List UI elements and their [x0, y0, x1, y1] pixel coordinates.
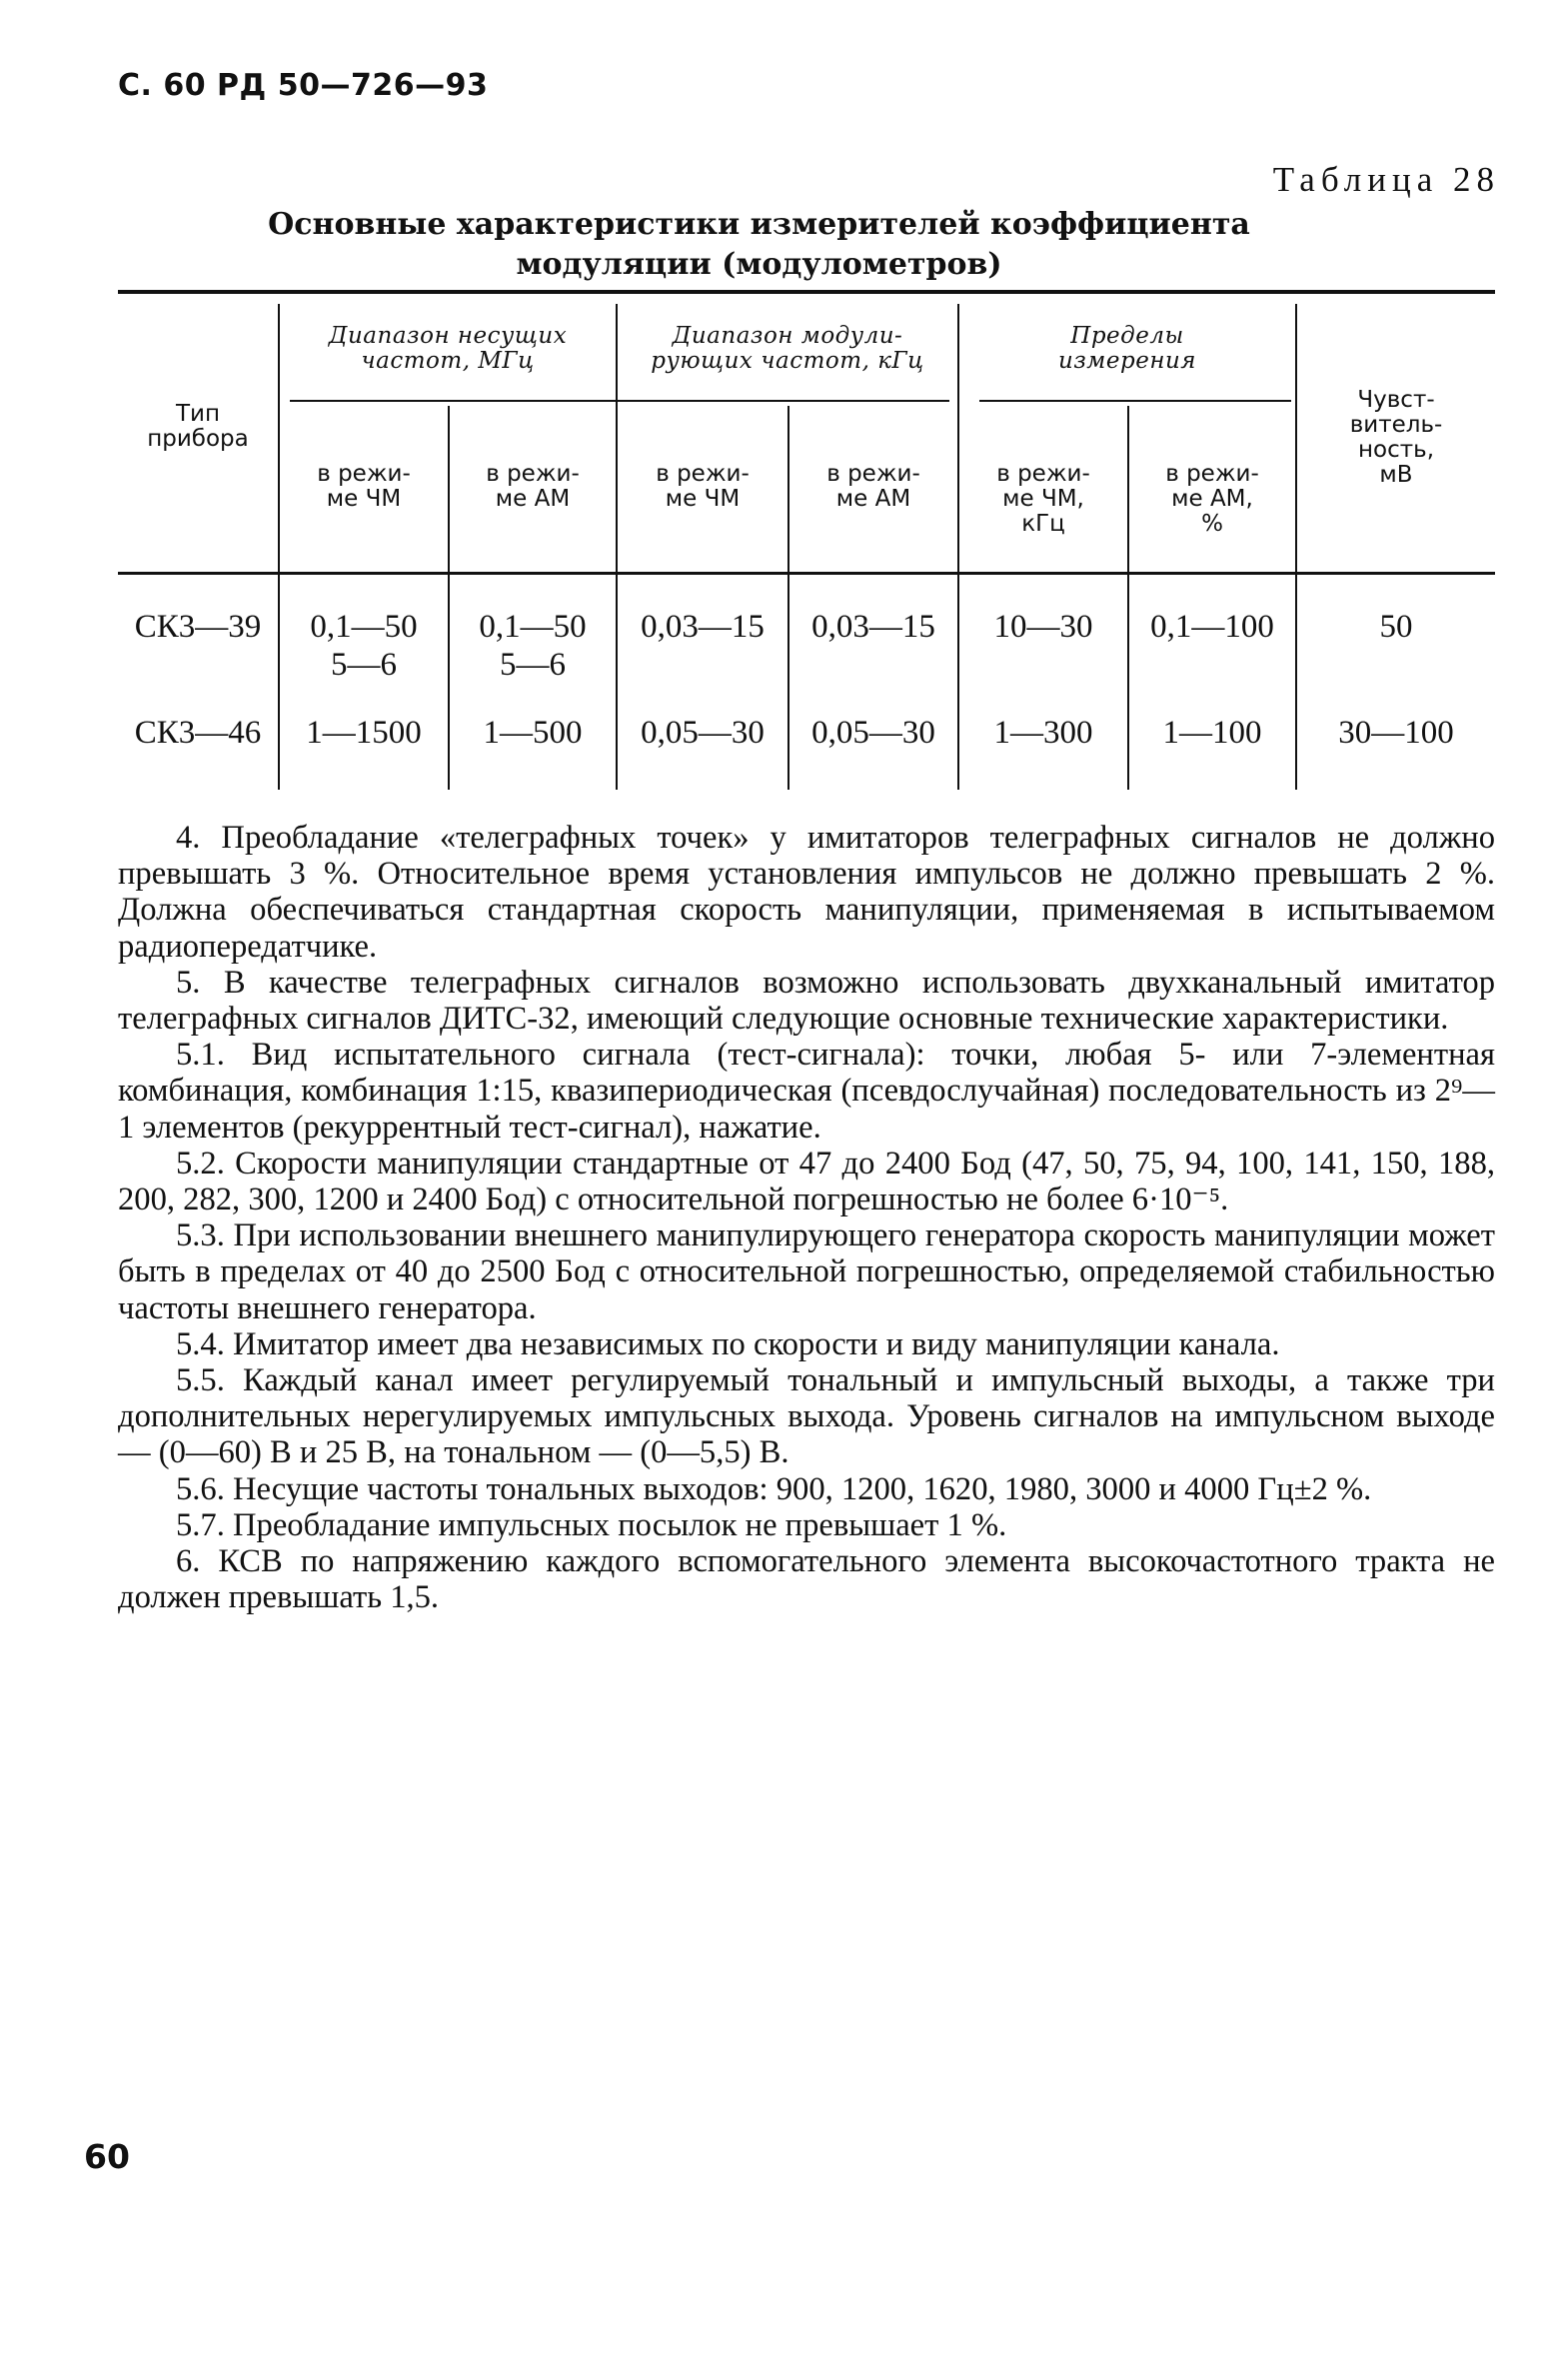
paragraph: 5.6. Несущие частоты тональных выходов: 900, 1200, 1620, 1980, 3000 и 4000 Гц±2 %.: [176, 1470, 1372, 1507]
table-top-rule: [118, 290, 1495, 294]
table-label: Таблица 28: [1272, 160, 1500, 199]
paragraph: 5. В качестве телеграфных сигналов возможно использовать двухканальный имитатор телеграфных сигналов ДИТС-32, имеющий следующие основные технические характеристики.: [118, 964, 1495, 1038]
paragraph: 5.7. Преобладание импульсных посылок не превышает 1 %.: [176, 1506, 1007, 1543]
header-sensitivity: Чувст- витель- ность, мВ: [1349, 387, 1443, 488]
header-limits-group: Пределы измерения: [1057, 323, 1197, 374]
header-carrier-am: в режи- ме АМ: [486, 461, 580, 512]
body-text: [118, 820, 1495, 1615]
paragraph: 5.1. Вид испытательного сигнала (тест-сигнала): точки, любая 5- или 7-элементная комбинация, комбинация 1:15, квазипериодическая (псевдослучайная) последовательность из 2⁹—1 элементов (рекуррентный тест-сигнал), нажатие.: [118, 1037, 1495, 1146]
header-limits-am: в режи- ме АМ, %: [1165, 461, 1259, 537]
cell-limits-am: 0,1—100: [1150, 609, 1274, 645]
cell-limits-fm: 10—30: [993, 609, 1093, 645]
paragraph: 5.5. Каждый канал имеет регулируемый тональный и импульсный выходы, а также три дополнительных нерегулируемых импульсных выхода. Уровень сигналов на импульсном выходе — (0—60) В и 25 В, на тональном — (0—5,5) В.: [118, 1362, 1495, 1471]
characteristics-table: [118, 290, 1495, 790]
header-limits-fm: в режи- ме ЧМ, кГц: [996, 461, 1090, 537]
cell-carrier-fm: 0,1—50 5—6: [310, 609, 418, 683]
header-carrier-fm: в режи- ме ЧМ: [317, 461, 411, 512]
limits-group-rule: [979, 400, 1291, 402]
paragraph: 4. Преобладание «телеграфных точек» у имитаторов телеграфных сигналов не должно превышать 3 %. Относительное время установления импульсов не должно превышать 2 %. Должна обеспечиваться стандартная скорость манипуляции, применяемая в испытываемом радиопередатчике.: [118, 820, 1495, 965]
cell-mod-fm: 0,03—15: [641, 609, 765, 645]
paragraph: 5.3. При использовании внешнего манипулирующего генератора скорость манипуляции может быть в пределах от 40 до 2500 Бод с относительной погрешностью, определяемой стабильностью частоты внешнего генератора.: [118, 1217, 1495, 1326]
table-title-line-1: Основные характеристики измерителей коэффициента: [268, 207, 1250, 242]
header-mod-group: Диапазон модули- рующих частот, кГц: [651, 323, 924, 374]
mod-group-rule: [640, 400, 949, 402]
cell-type: СК3—39: [134, 609, 262, 645]
paragraph: 6. КСВ по напряжению каждого вспомогательного элемента высокочастотного тракта не должен превышать 1,5.: [118, 1543, 1495, 1616]
page-number: 60: [84, 2137, 130, 2176]
cell-limits-fm: 1—300: [993, 715, 1093, 751]
header-type: Тип прибора: [147, 401, 249, 452]
cell-type: СК3—46: [134, 715, 262, 751]
cell-mod-fm: 0,05—30: [641, 715, 765, 751]
header-mod-am: в режи- ме АМ: [826, 461, 920, 512]
cell-carrier-am: 1—500: [483, 715, 583, 751]
cell-mod-am: 0,05—30: [811, 715, 935, 751]
cell-limits-am: 1—100: [1162, 715, 1262, 751]
cell-carrier-am: 0,1—50 5—6: [479, 609, 587, 683]
document-header: С. 60 РД 50—726—93: [118, 68, 489, 103]
cell-mod-am: 0,03—15: [811, 609, 935, 645]
paragraph: 5.2. Скорости манипуляции стандартные от 47 до 2400 Бод (47, 50, 75, 94, 100, 141, 150, 188, 200, 282, 300, 1200 и 2400 Бод) с относительной погрешностью не более 6·10⁻⁵.: [118, 1145, 1495, 1218]
table-title-line-2: модуляции (модулометров): [516, 247, 1002, 282]
cell-sensitivity: 50: [1379, 609, 1413, 645]
paragraph: 5.4. Имитатор имеет два независимых по скорости и виду манипуляции канала.: [176, 1325, 1280, 1362]
cell-carrier-fm: 1—1500: [306, 715, 422, 751]
cell-sensitivity: 30—100: [1338, 715, 1454, 751]
header-mod-fm: в режи- ме ЧМ: [656, 461, 750, 512]
header-carrier-group: Диапазон несущих частот, МГц: [328, 323, 568, 374]
table-header-rule: [118, 572, 1495, 575]
table-title: [0, 205, 1568, 285]
